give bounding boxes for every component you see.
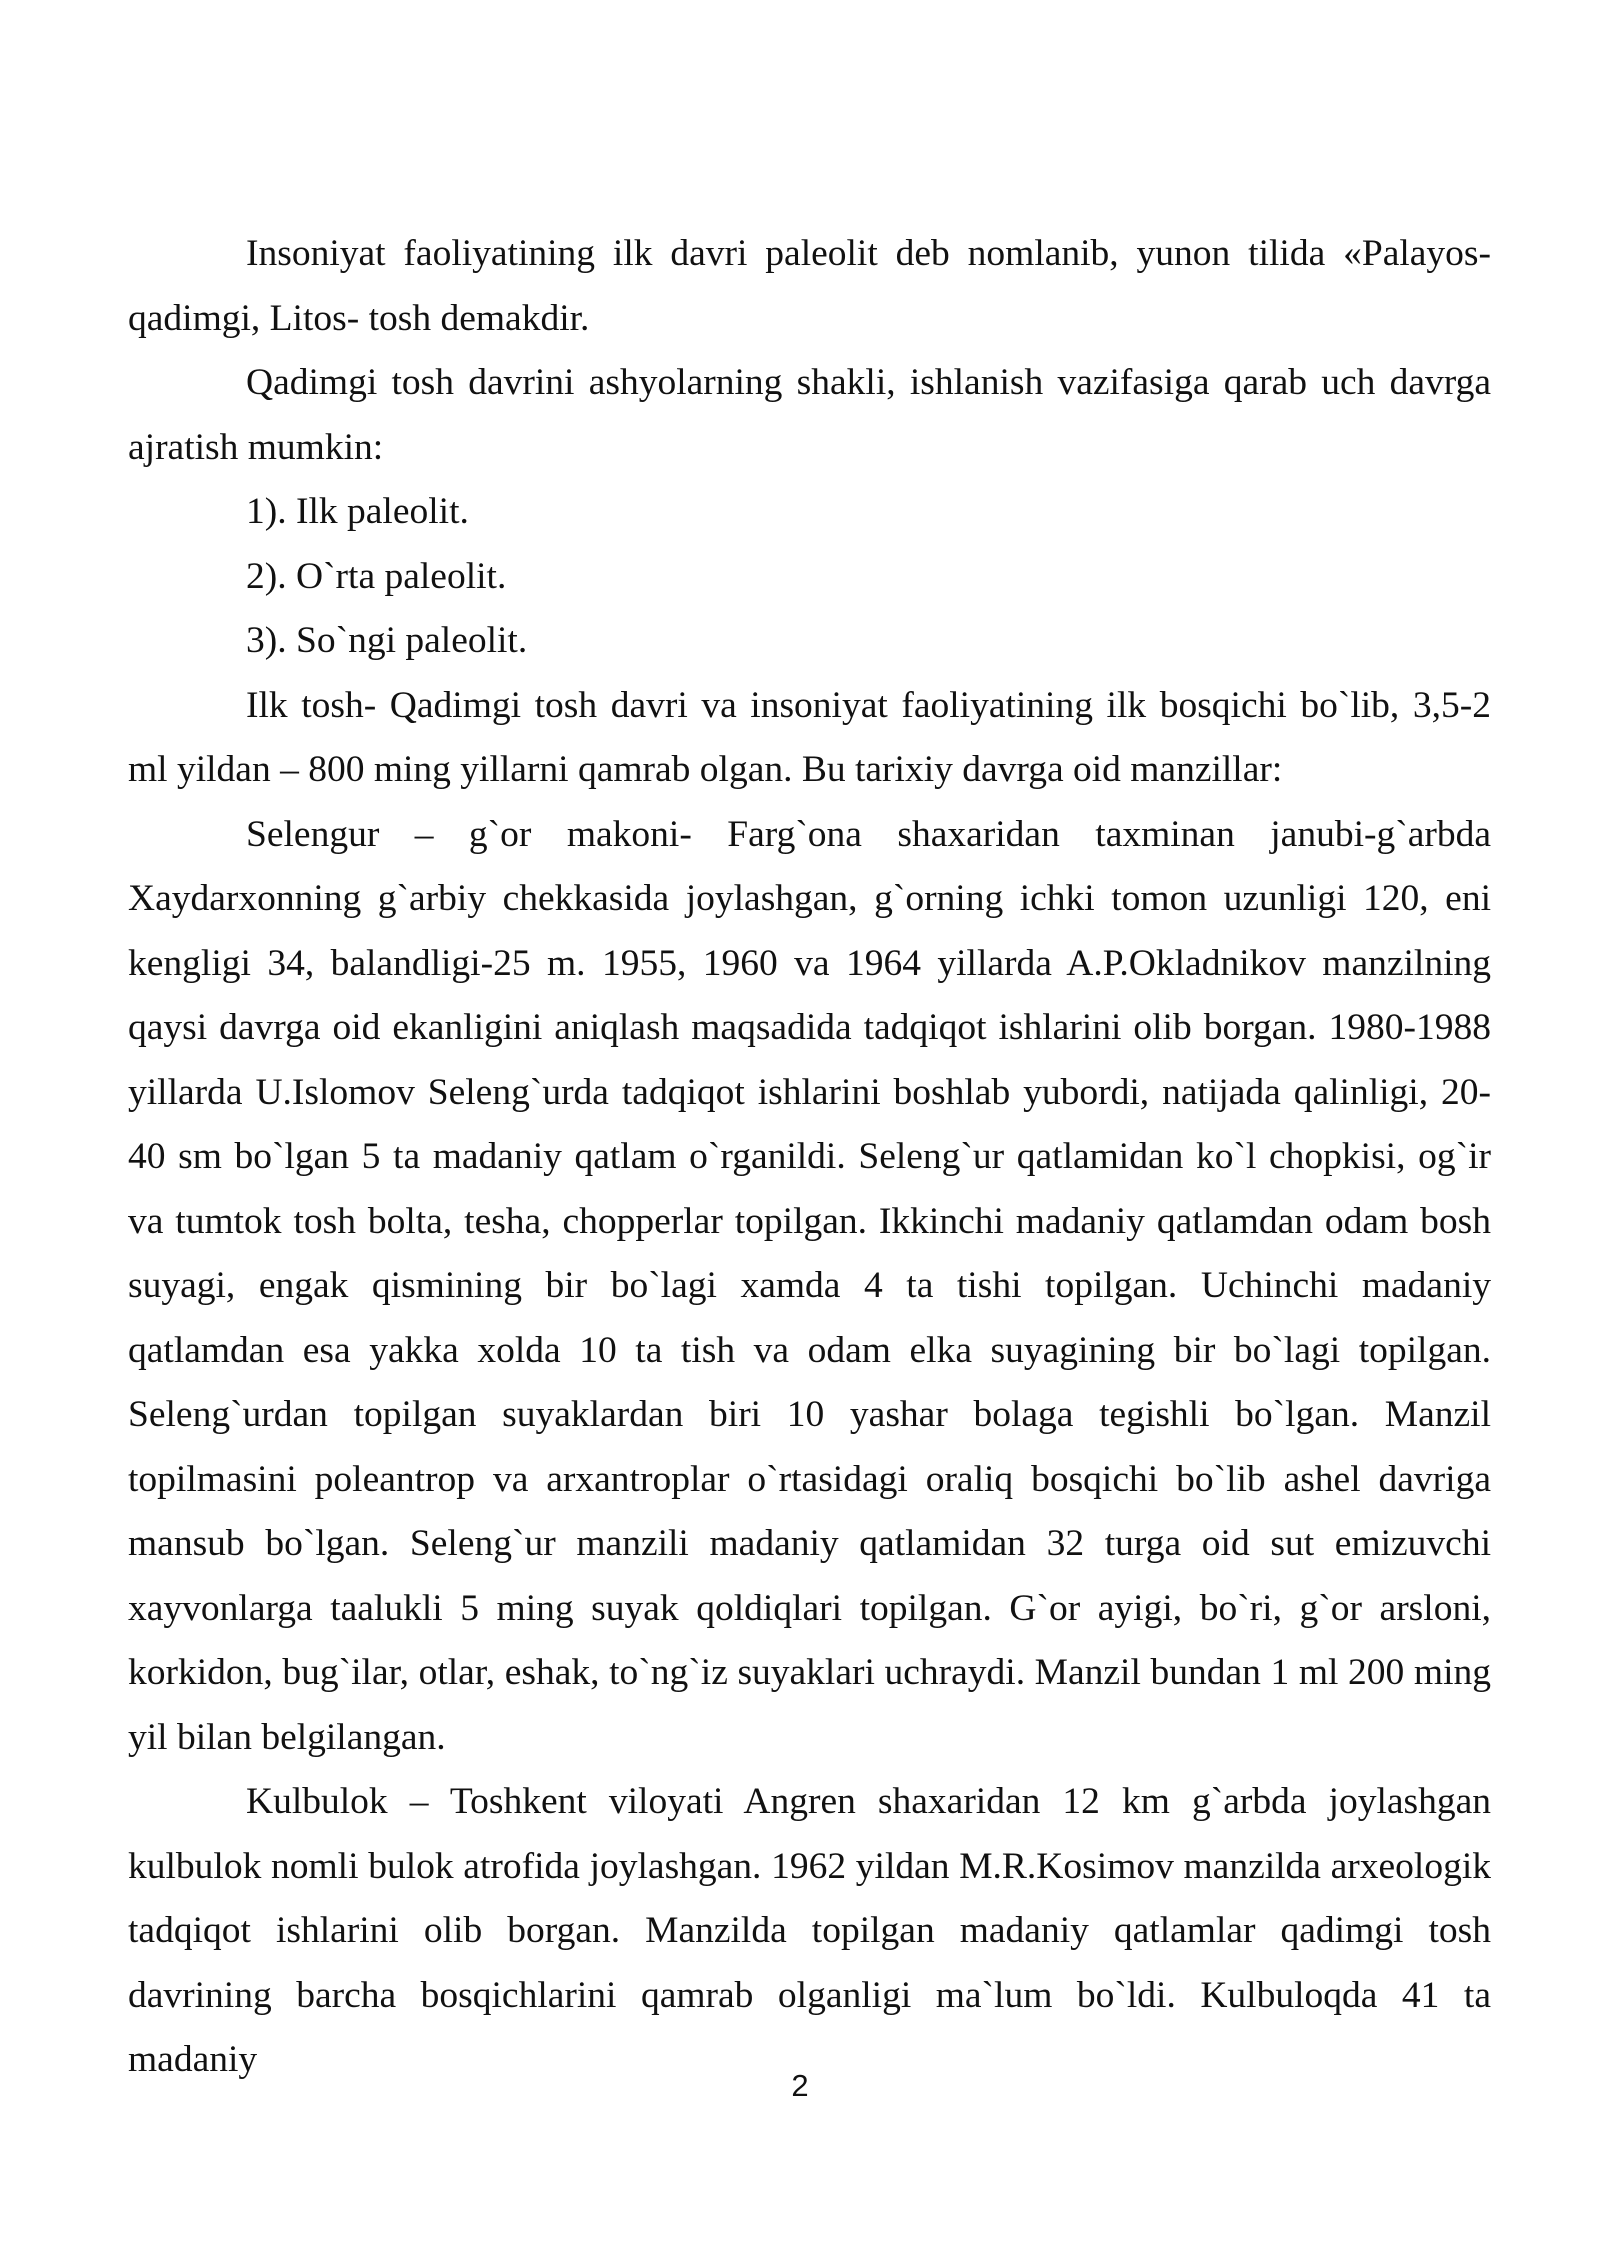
list-item-early-paleolithic: 1). Ilk paleolit. [246, 491, 469, 532]
paragraph-kulbulok: Kulbulok – Toshkent viloyati Angren shaxaridan 12 km g`arbda joylashgan kulbulok nomli bulok atrofida joylashgan. 1962 yildan M.R.Kosimov manzilda arxeologik tadqiqot ishlarini olib borgan. Manzilda topilgan madaniy qatlamlar qadimgi tosh davrining barcha bosqichlarini qamrab olganligi ma`lum bo`ldi. Kulbuloqda 41 ta madaniy [128, 1781, 1491, 2080]
paragraph-early-stone-age: Ilk tosh- Qadimgi tosh davri va insoniyat faoliyatining ilk bosqichi bo`lib, 3,5-2 ml yildan – 800 ming yillarni qamrab olgan. Bu tarixiy davrga oid manzillar: [128, 684, 1491, 790]
page-number: 2 [791, 2068, 809, 2103]
list-item-late-paleolithic: 3). So`ngi paleolit. [246, 620, 528, 661]
paragraph-intro: Insoniyat faoliyatining ilk davri paleolit deb nomlanib, yunon tilida «Palayos-qadimgi, Litos- tosh demakdir. [128, 233, 1491, 339]
paragraph-classification: Qadimgi tosh davrini ashyolarning shakli, ishlanish vazifasiga qarab uch davrga ajratish mumkin: [128, 362, 1491, 468]
document-body [128, 222, 1491, 2093]
list-item-middle-paleolithic: 2). O`rta paleolit. [246, 555, 507, 597]
paragraph-selengur: Selengur – g`or makoni- Farg`ona shaxaridan taxminan janubi-g`arbda Xaydarxonning g`arbiy chekkasida joylashgan, g`orning ichki tomon uzunligi 120, eni kengligi 34, balandligi-25 m. 1955, 1960 va 1964 yillarda A.P.Okladnikov manzilning qaysi davrga oid ekanligini aniqlash maqsadida tadqiqot ishlarini olib borgan. 1980-1988 yillarda U.Islomov Seleng`urda tadqiqot ishlarini boshlab yubordi, natijada qalinligi, 20-40 sm bo`lgan 5 ta madaniy qatlam o`rganildi. Seleng`ur qatlamidan ko`l chopkisi, og`ir va tumtok tosh bolta, tesha, chopperlar topilgan. Ikkinchi madaniy qatlamdan odam bosh suyagi, engak qismining bir bo`lagi xamda 4 ta tishi topilgan. Uchinchi madaniy qatlamdan esa yakka xolda 10 ta tish va odam elka suyagining bir bo`lagi topilgan. Seleng`urdan topilgan suyaklardan biri 10 yashar bolaga tegishli bo`lgan. Manzil topilmasini poleantrop va arxantroplar o`rtasidagi oraliq bosqichi bo`lib ashel davriga mansub bo`lgan. Seleng`ur manzili madaniy qatlamidan 32 turga oid sut emizuvchi xayvonlarga taalukli 5 ming suyak qoldiqlari topilgan. G`or ayigi, bo`ri, g`or arsloni, korkidon, bug`ilar, otlar, eshak, to`ng`iz suyaklari uchraydi. Manzil bundan 1 ml 200 ming yil bilan belgilangan. [128, 813, 1491, 1758]
